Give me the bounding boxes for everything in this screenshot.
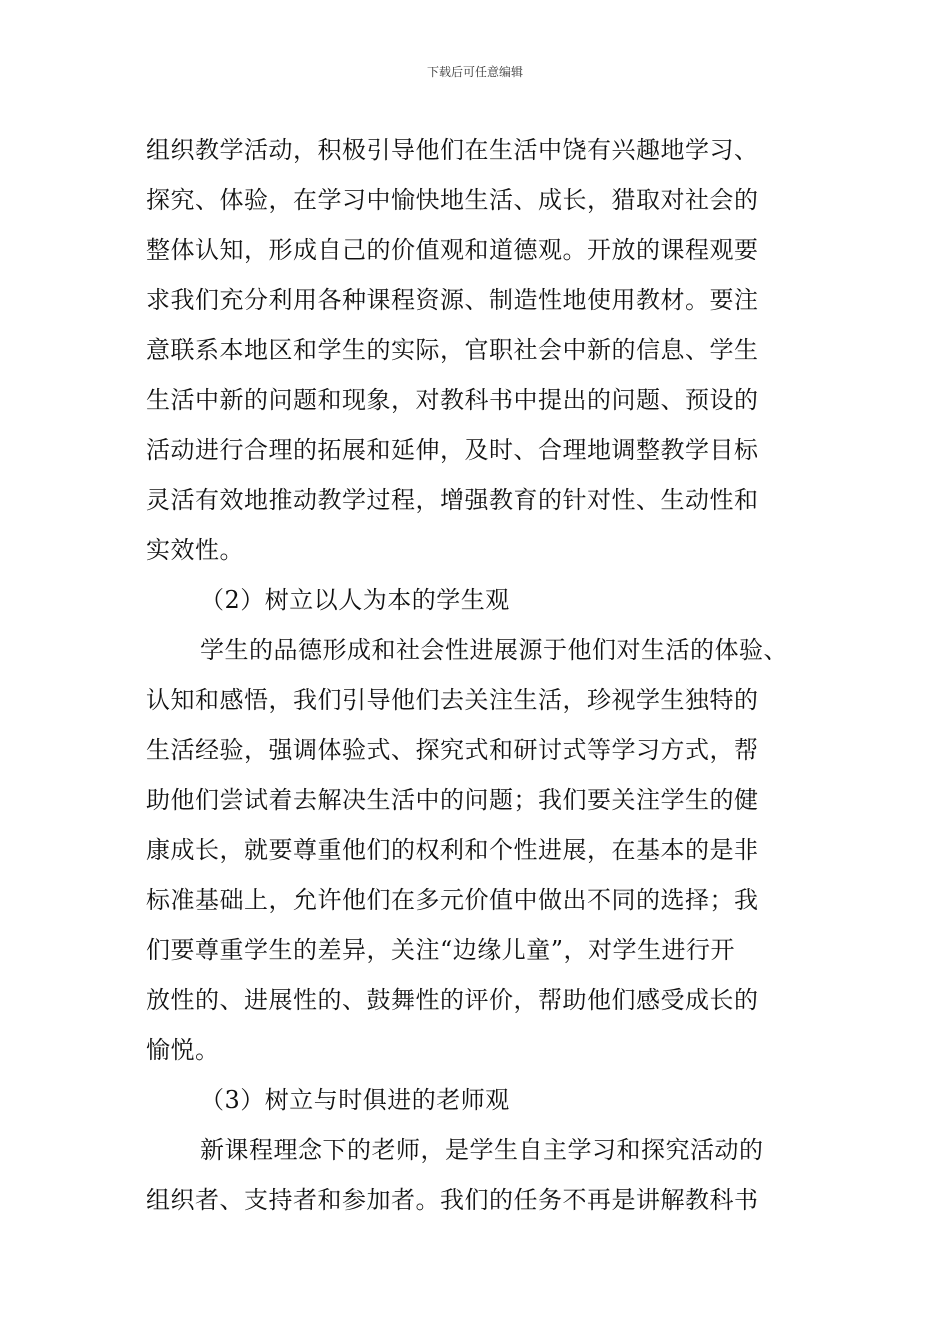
text-line: 生活经验，强调体验式、探究式和研讨式等学习方式，帮 [146, 736, 759, 764]
text-line: 整体认知，形成自己的价值观和道德观。开放的课程观要 [146, 236, 759, 264]
text-line: 放性的、进展性的、鼓舞性的评价，帮助他们感受成长的 [146, 986, 759, 1014]
section-heading: （3）树立与时俱进的老师观 [200, 1086, 510, 1114]
text-line: 愉悦。 [146, 1036, 220, 1064]
text-line: 助他们尝试着去解决生活中的问题；我们要关注学生的健 [146, 786, 759, 814]
text-line: 实效性。 [146, 536, 244, 564]
text-line: 康成长，就要尊重他们的权利和个性进展，在基本的是非 [146, 836, 759, 864]
text-line: 组织者、支持者和参加者。我们的任务不再是讲解教科书 [146, 1186, 759, 1214]
text-line: 活动进行合理的拓展和延伸，及时、合理地调整教学目标 [146, 436, 759, 464]
text-line: 标准基础上，允许他们在多元价值中做出不同的选择；我 [146, 886, 759, 914]
section-heading: （2）树立以人为本的学生观 [200, 586, 510, 614]
text-line: 生活中新的问题和现象，对教科书中提出的问题、预设的 [146, 386, 759, 414]
paragraph-start-line: 学生的品德形成和社会性进展源于他们对生活的体验、 [200, 636, 788, 664]
text-line: 组织教学活动，积极引导他们在生活中饶有兴趣地学习、 [146, 136, 759, 164]
text-line: 意联系本地区和学生的实际，官职社会中新的信息、学生 [146, 336, 759, 364]
text-line: 求我们充分利用各种课程资源、制造性地使用教材。要注 [146, 286, 759, 314]
document-body [146, 125, 810, 1225]
paragraph-start-line: 新课程理念下的老师，是学生自主学习和探究活动的 [200, 1136, 764, 1164]
text-line: 探究、体验，在学习中愉快地生活、成长，猎取对社会的 [146, 186, 759, 214]
text-line: 认知和感悟，我们引导他们去关注生活，珍视学生独特的 [146, 686, 759, 714]
text-line: 灵活有效地推动教学过程，增强教育的针对性、生动性和 [146, 486, 759, 514]
page-header: 下载后可任意编辑 [426, 65, 523, 79]
text-line: 们要尊重学生的差异，关注“边缘儿童”，对学生进行开 [146, 936, 736, 964]
